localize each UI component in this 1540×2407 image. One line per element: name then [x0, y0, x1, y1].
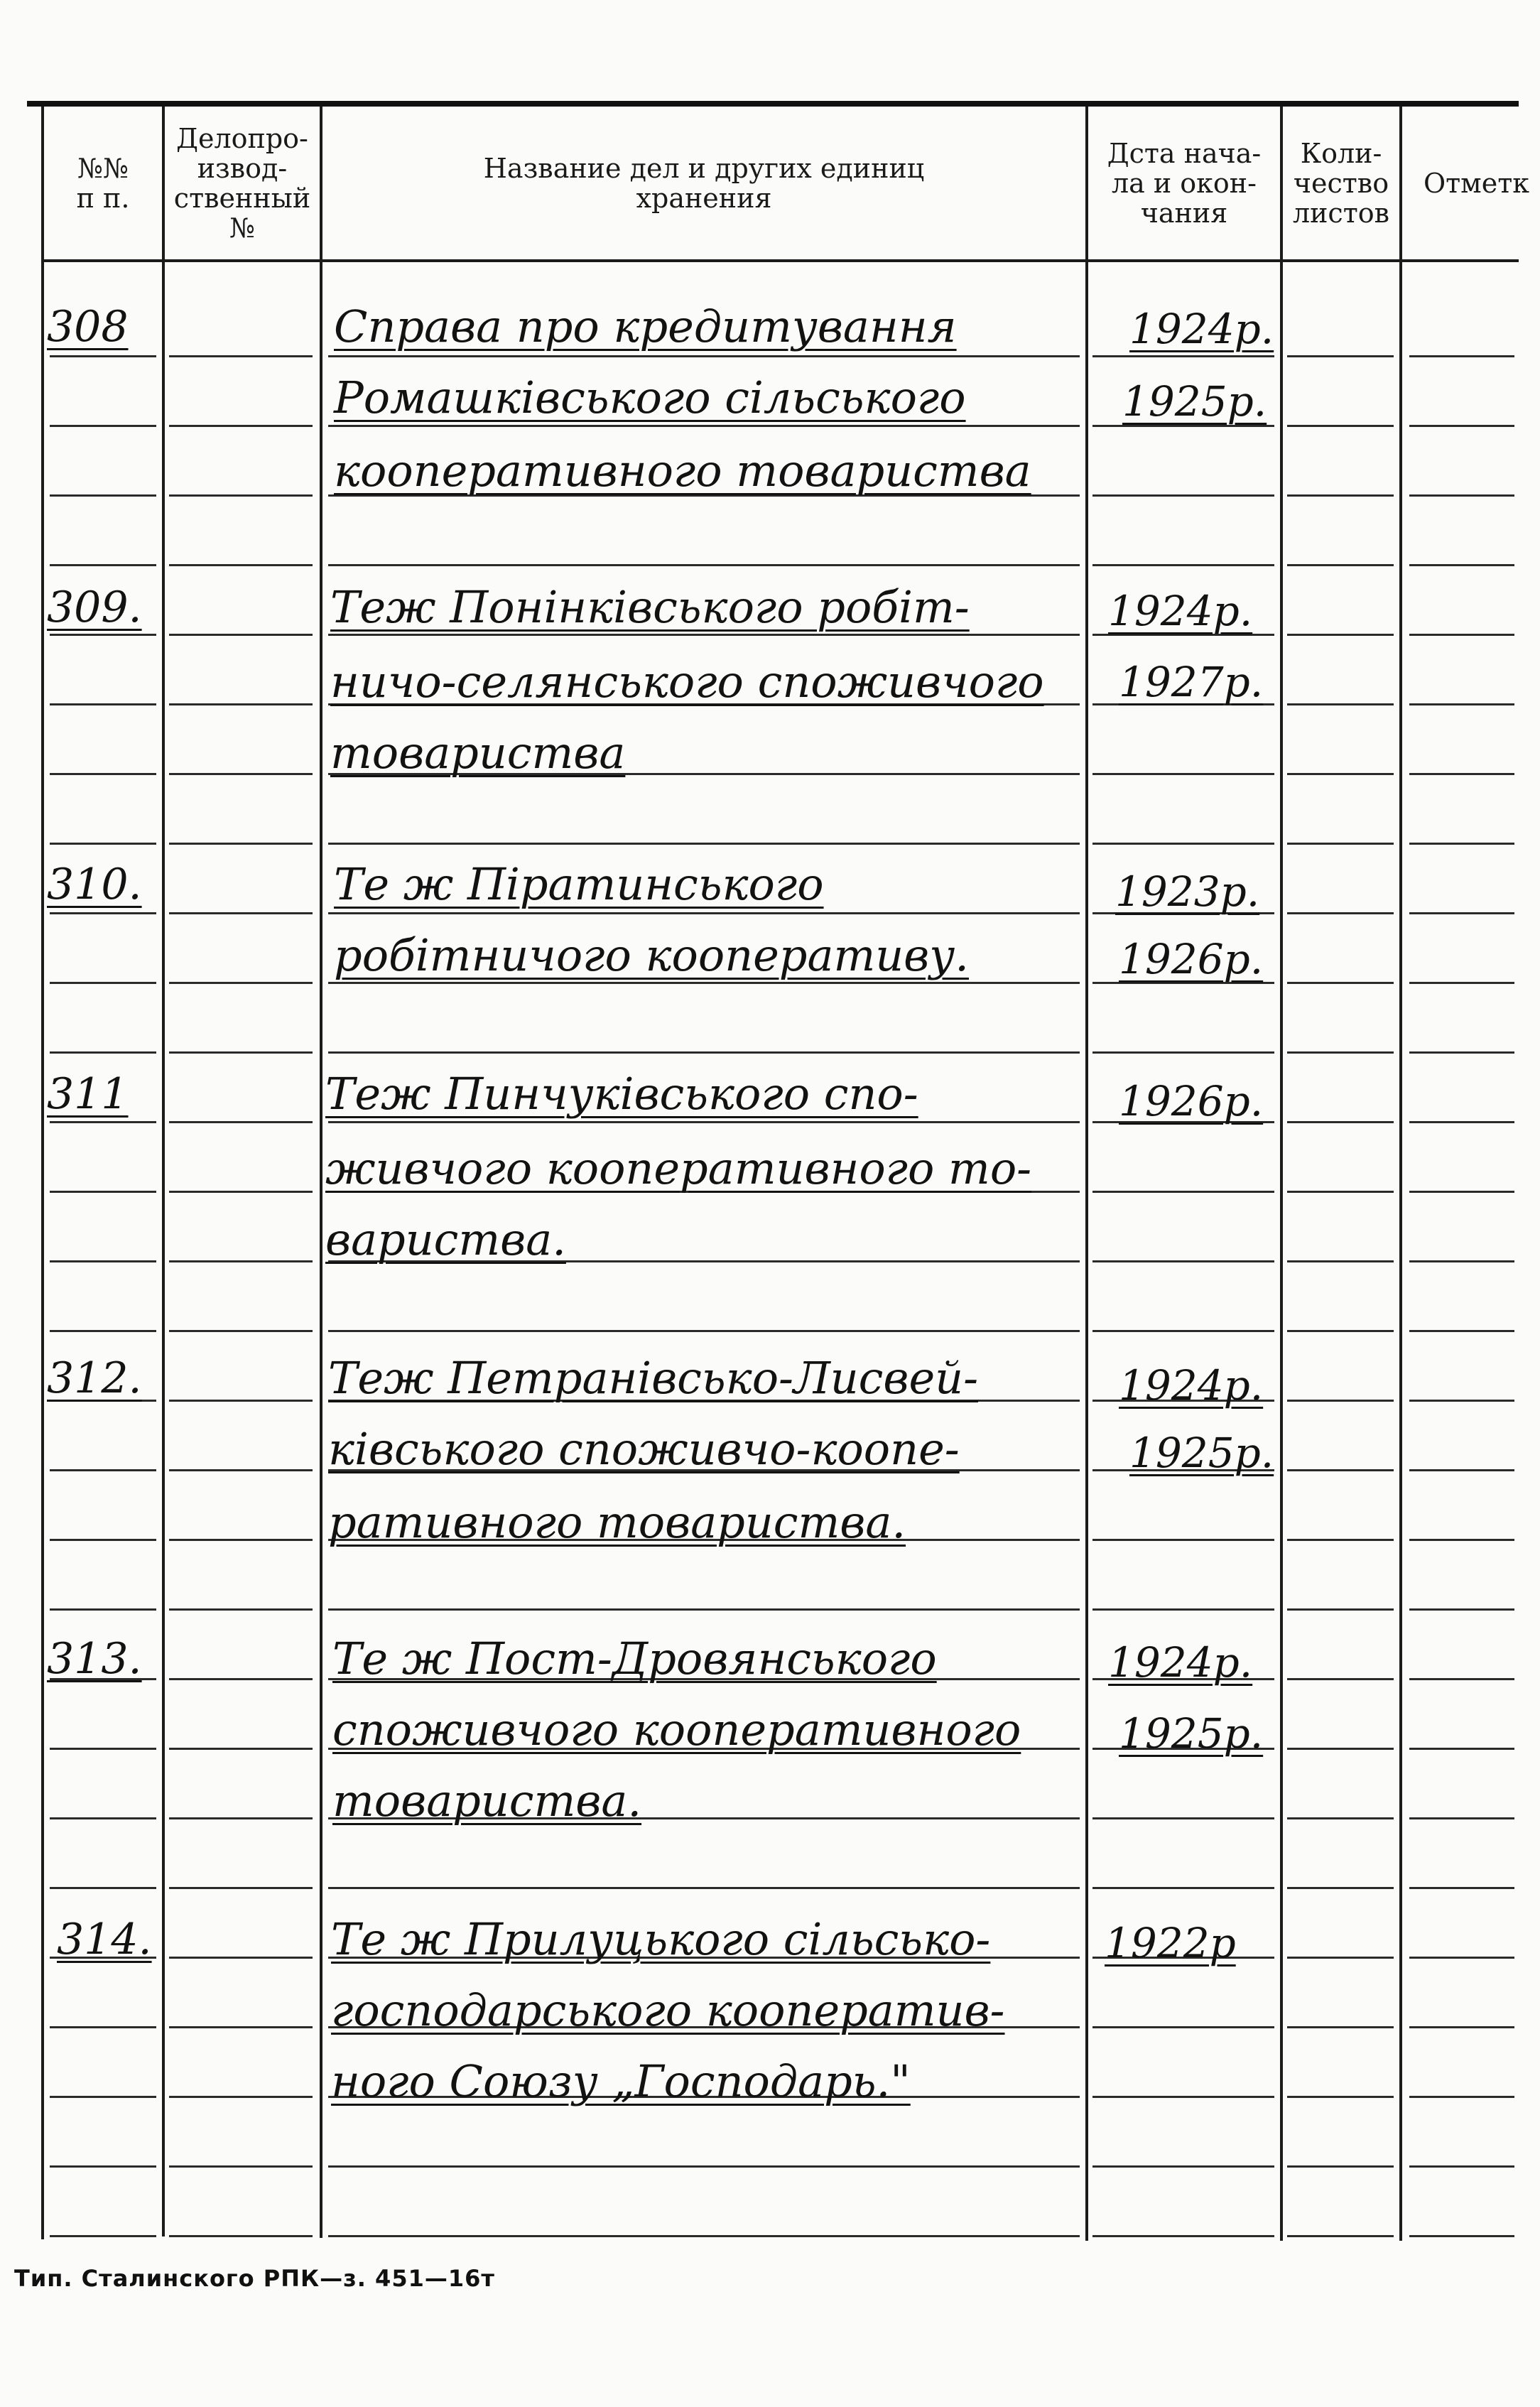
ruled-line — [328, 1887, 1080, 1889]
ruled-line — [169, 1887, 313, 1889]
entry-number: 314. — [57, 1915, 152, 1964]
header-number: №№ п п. — [76, 152, 130, 214]
entry-title-line: Ромашківського сільського — [334, 372, 966, 423]
entry-number: 310. — [47, 860, 142, 909]
ruled-line — [1287, 1191, 1394, 1193]
ruled-line — [1409, 564, 1514, 566]
ruled-line — [1287, 1330, 1394, 1332]
entry-start-date: 1926р. — [1119, 1077, 1264, 1125]
entry-start-date: 1924р. — [1119, 1361, 1264, 1410]
ruled-line — [50, 634, 156, 636]
ruled-line — [1287, 1051, 1394, 1054]
header-dates: Дста нача- ла и окон- чания — [1107, 137, 1262, 229]
ruled-line — [1409, 355, 1514, 357]
header-office-number: Делопро- извод- ственный № — [173, 122, 311, 244]
ruled-line — [169, 1678, 313, 1680]
ruled-line — [50, 982, 156, 984]
header-sheet-count: Коли- чество листов — [1292, 137, 1390, 229]
ruled-line — [1092, 1887, 1274, 1889]
ruled-line — [1092, 564, 1274, 566]
ruled-line — [169, 1330, 313, 1332]
entry-title-line: Те ж Піратинського — [334, 858, 824, 910]
ruled-line — [50, 564, 156, 566]
ruled-line — [328, 1608, 1080, 1611]
ruled-line — [50, 1817, 156, 1819]
ruled-line — [169, 1191, 313, 1193]
ruled-line — [169, 494, 313, 497]
ruled-line — [328, 2235, 1080, 2237]
ruled-line — [1287, 1887, 1394, 1889]
column-divider — [320, 107, 322, 2238]
header-bottom-rule — [41, 259, 1519, 262]
entry-start-date: 1923р. — [1115, 867, 1260, 916]
ruled-line — [1409, 1260, 1514, 1262]
ruled-line — [50, 1469, 156, 1471]
ruled-line — [1409, 1887, 1514, 1889]
entry-title-line: Теж Пинчуківського спо- — [325, 1068, 918, 1120]
entry-number: 311 — [47, 1069, 129, 1119]
ruled-line — [1092, 773, 1274, 775]
ruled-line — [50, 773, 156, 775]
ruled-line — [1409, 1678, 1514, 1680]
ruled-line — [328, 843, 1080, 845]
header-title: Название дел и других единиц хранения — [483, 152, 925, 214]
entry-number: 312. — [47, 1353, 142, 1403]
entry-title-line: Те ж Пост-Дровянського — [332, 1633, 937, 1684]
ruled-line — [1092, 1260, 1274, 1262]
ruled-line — [328, 425, 1080, 427]
ruled-line — [169, 1608, 313, 1611]
ruled-line — [50, 2235, 156, 2237]
ruled-line — [1287, 1469, 1394, 1471]
ruled-line — [1287, 634, 1394, 636]
ruled-line — [1092, 1817, 1274, 1819]
entry-title-line: вариства. — [325, 1213, 566, 1265]
ruled-line — [1287, 1121, 1394, 1123]
ruled-line — [328, 564, 1080, 566]
column-divider — [1399, 107, 1402, 2241]
ruled-line — [1287, 703, 1394, 705]
entry-title-line: Теж Понінківського робіт- — [330, 581, 970, 633]
entry-title-line: товариства. — [332, 1775, 642, 1827]
ruled-line — [328, 1051, 1080, 1054]
ruled-line — [50, 1539, 156, 1541]
ruled-line — [1092, 1051, 1274, 1054]
ruled-line — [328, 1121, 1080, 1123]
ruled-line — [169, 2165, 313, 2168]
ruled-line — [50, 843, 156, 845]
entry-title-line: споживчого кооперативного — [332, 1704, 1021, 1756]
entry-title-line: господарського кооператив- — [331, 1984, 1005, 2036]
ruled-line — [1092, 1539, 1274, 1541]
ruled-line — [169, 2096, 313, 2098]
ruled-line — [169, 1748, 313, 1750]
column-divider — [1085, 107, 1088, 2241]
ruled-line — [50, 494, 156, 497]
ruled-line — [1287, 2235, 1394, 2237]
ruled-line — [1287, 1539, 1394, 1541]
ruled-line — [1409, 912, 1514, 914]
ruled-line — [1409, 1400, 1514, 1402]
ruled-line — [1409, 2235, 1514, 2237]
entry-title-line: Справа про кредитування — [334, 301, 957, 352]
entry-title-line: кооперативного товариства — [334, 445, 1031, 497]
entry-title-line: ничо-селянського споживчого — [330, 656, 1044, 708]
ruled-line — [169, 703, 313, 705]
ruled-line — [169, 1400, 313, 1402]
ruled-line — [1409, 843, 1514, 845]
ruled-line — [50, 912, 156, 914]
column-divider — [162, 107, 165, 2236]
ruled-line — [169, 982, 313, 984]
ruled-line — [169, 773, 313, 775]
ruled-line — [1287, 1678, 1394, 1680]
ruled-line — [1092, 843, 1274, 845]
ruled-line — [169, 355, 313, 357]
ruled-line — [50, 1051, 156, 1054]
ruled-line — [169, 564, 313, 566]
ruled-line — [1092, 2235, 1274, 2237]
ruled-line — [1092, 1330, 1274, 1332]
ruled-line — [50, 1748, 156, 1750]
ruled-line — [1092, 494, 1274, 497]
ruled-line — [169, 2026, 313, 2028]
ruled-line — [1287, 1748, 1394, 1750]
entry-number: 308 — [47, 302, 129, 352]
ruled-line — [1092, 2165, 1274, 2168]
ruled-line — [1287, 843, 1394, 845]
ruled-line — [328, 2165, 1080, 2168]
ruled-line — [169, 2235, 313, 2237]
ruled-line — [1287, 425, 1394, 427]
ruled-line — [169, 912, 313, 914]
entry-end-date: 1925р. — [1129, 1429, 1274, 1477]
column-divider — [41, 107, 44, 2239]
ruled-line — [1409, 1469, 1514, 1471]
ruled-line — [50, 703, 156, 705]
ruled-line — [1092, 2026, 1274, 2028]
ruled-line — [1287, 2026, 1394, 2028]
ruled-line — [328, 982, 1080, 984]
ruled-line — [50, 425, 156, 427]
ruled-line — [1409, 773, 1514, 775]
ruled-line — [169, 1469, 313, 1471]
entry-title-line: живчого кооперативного то- — [325, 1142, 1032, 1194]
entry-start-date: 1924р. — [1129, 305, 1274, 353]
ruled-line — [50, 355, 156, 357]
entry-title-line: робітничого кооперативу. — [334, 929, 969, 981]
ruled-line — [50, 1191, 156, 1193]
ruled-line — [1287, 1400, 1394, 1402]
entry-title-line: Теж Петранівсько-Лисвей- — [328, 1352, 979, 1404]
ruled-line — [50, 2096, 156, 2098]
ruled-line — [169, 425, 313, 427]
ruled-line — [1409, 425, 1514, 427]
ruled-line — [169, 1957, 313, 1959]
entry-title-line: Те ж Прилуцького сільсько- — [331, 1913, 991, 1965]
ruled-line — [1092, 1608, 1274, 1611]
ruled-line — [1287, 494, 1394, 497]
ruled-line — [1409, 1330, 1514, 1332]
ruled-line — [1092, 355, 1274, 357]
entry-start-date: 1924р. — [1108, 587, 1253, 635]
entry-end-date: 1925р. — [1122, 377, 1267, 426]
ruled-line — [1409, 494, 1514, 497]
entry-number: 313. — [47, 1634, 142, 1684]
ruled-line — [1409, 703, 1514, 705]
entry-title-line: ного Союзу „Господарь." — [331, 2055, 911, 2107]
ruled-line — [50, 2165, 156, 2168]
ruled-line — [1409, 1051, 1514, 1054]
ruled-line — [1287, 1957, 1394, 1959]
ruled-line — [169, 1051, 313, 1054]
ruled-line — [50, 1887, 156, 1889]
header-notes: Отметк — [1424, 167, 1529, 199]
ruled-line — [169, 634, 313, 636]
ruled-line — [50, 2026, 156, 2028]
printer-imprint: Тип. Сталинского РПК—з. 451—16т — [14, 2265, 495, 2292]
ruled-line — [1287, 2165, 1394, 2168]
ruled-line — [1287, 1260, 1394, 1262]
entry-title-line: ківського споживчо-коопе- — [328, 1423, 960, 1475]
ruled-line — [1409, 634, 1514, 636]
entry-start-date: 1922р — [1105, 1919, 1236, 1967]
ruled-line — [1287, 564, 1394, 566]
ruled-line — [1287, 355, 1394, 357]
entry-end-date: 1925р. — [1119, 1709, 1264, 1758]
ruled-line — [1409, 2165, 1514, 2168]
ruled-line — [1409, 1191, 1514, 1193]
entry-start-date: 1924р. — [1108, 1638, 1253, 1687]
ruled-line — [1409, 982, 1514, 984]
ruled-line — [1409, 1608, 1514, 1611]
ruled-line — [1092, 2096, 1274, 2098]
entry-number: 309. — [47, 583, 142, 632]
ruled-line — [50, 1330, 156, 1332]
ruled-line — [50, 1260, 156, 1262]
entry-end-date: 1927р. — [1119, 658, 1264, 706]
ruled-line — [50, 1121, 156, 1123]
ruled-line — [1287, 982, 1394, 984]
ruled-line — [1409, 1539, 1514, 1541]
ruled-line — [1409, 1957, 1514, 1959]
ruled-line — [1409, 1121, 1514, 1123]
ruled-line — [169, 843, 313, 845]
entry-title-line: ративного товариства. — [328, 1496, 906, 1548]
ruled-line — [1287, 1817, 1394, 1819]
ruled-line — [328, 912, 1080, 914]
ruled-line — [1409, 1748, 1514, 1750]
column-divider — [1280, 107, 1283, 2241]
entry-end-date: 1926р. — [1119, 935, 1264, 983]
ruled-line — [50, 1608, 156, 1611]
ruled-line — [328, 634, 1080, 636]
ruled-line — [1409, 2096, 1514, 2098]
ruled-line — [1287, 1608, 1394, 1611]
ruled-line — [328, 355, 1080, 357]
ruled-line — [1409, 1817, 1514, 1819]
ruled-line — [169, 1539, 313, 1541]
ruled-line — [1287, 2096, 1394, 2098]
ruled-line — [1409, 2026, 1514, 2028]
ruled-line — [169, 1121, 313, 1123]
ruled-line — [1092, 1191, 1274, 1193]
ruled-line — [1287, 912, 1394, 914]
ruled-line — [169, 1817, 313, 1819]
top-rule — [27, 101, 1519, 107]
ruled-line — [1287, 773, 1394, 775]
ruled-line — [328, 1330, 1080, 1332]
entry-title-line: товариства — [330, 727, 626, 779]
ruled-line — [169, 1260, 313, 1262]
